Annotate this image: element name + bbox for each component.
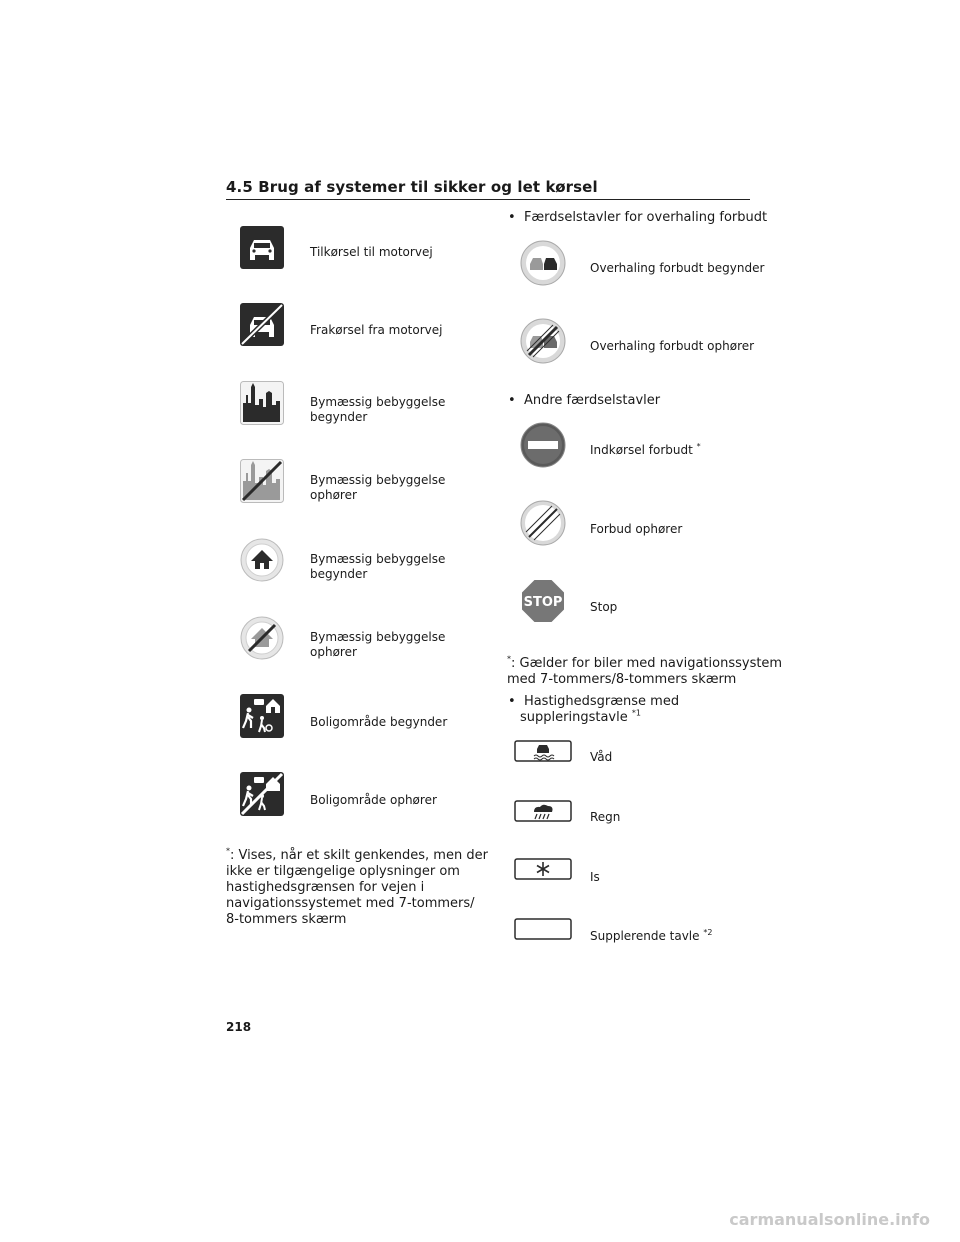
residential-area-end-icon	[240, 772, 284, 816]
bullet-item: • Færdselstavler for overhaling forbudt	[508, 210, 768, 225]
sign-label	[590, 929, 712, 944]
watermark: carmanualsonline.info	[729, 1210, 930, 1229]
footnote-marker: *	[507, 654, 511, 664]
no-overtaking-icon	[520, 240, 566, 286]
sign-label: Forbud ophører	[590, 522, 683, 536]
footnote-line: navigationssystemet med 7-tommers/	[226, 896, 475, 911]
built-up-area-start-icon	[240, 381, 284, 425]
footnote	[507, 656, 782, 672]
blank-plate-icon	[514, 918, 572, 940]
footnote	[226, 848, 488, 864]
no-entry-icon	[520, 422, 566, 468]
sign-label: Bymæssig bebyggelse	[310, 395, 446, 409]
page-title: 4.5 Brug af systemer til sikker og let kørsel	[226, 178, 598, 196]
house-sign-start-icon	[240, 538, 284, 582]
sign-label: Bymæssig bebyggelse	[310, 473, 446, 487]
house-sign-end-icon	[240, 616, 284, 660]
built-up-area-end-icon	[240, 459, 284, 503]
motorway-exit-icon	[240, 303, 284, 346]
sign-label: Bymæssig bebyggelse	[310, 552, 446, 566]
footnote-marker: *2	[703, 928, 713, 937]
sign-label: Våd	[590, 750, 613, 764]
bullet-text: Hastighedsgrænse med	[523, 694, 680, 709]
bullet-text: Andre færdselstavler	[523, 393, 661, 408]
footnote-marker: *	[696, 442, 701, 451]
sign-label: Overhaling forbudt begynder	[590, 261, 765, 275]
bullet-text: Færdselstavler for overhaling forbudt	[523, 210, 768, 225]
sign-label: ophører	[310, 488, 357, 502]
rain-icon	[514, 800, 572, 822]
bullet-item-continuation	[520, 710, 641, 726]
footnote-text: : Gælder for biler med navigationssystem	[511, 656, 783, 671]
sign-label	[590, 443, 701, 458]
sign-label: Tilkørsel til motorvej	[310, 245, 433, 259]
sign-label: Overhaling forbudt ophører	[590, 339, 755, 353]
sign-label: Boligområde ophører	[310, 793, 437, 807]
footnote-line: ikke er tilgængelige oplysninger om	[226, 864, 460, 879]
bullet-item: • Hastighedsgrænse med	[508, 694, 680, 709]
wet-road-icon	[514, 740, 572, 762]
header-rule	[226, 199, 750, 200]
snowflake-icon	[514, 858, 572, 880]
sign-label: Bymæssig bebyggelse	[310, 630, 446, 644]
sign-label: Boligområde begynder	[310, 715, 448, 729]
end-of-prohibition-icon	[520, 500, 566, 546]
sign-label: Frakørsel fra motorvej	[310, 323, 443, 337]
page-number: 218	[226, 1020, 252, 1034]
no-overtaking-end-icon	[520, 318, 566, 364]
stop-sign-text: STOP	[523, 595, 563, 610]
sign-label: begynder	[310, 567, 368, 581]
footnote-line: med 7-tommers/8-tommers skærm	[507, 672, 737, 687]
bullet-item: • Andre færdselstavler	[508, 393, 661, 408]
sign-label: Stop	[590, 600, 618, 614]
residential-area-start-icon	[240, 694, 284, 738]
sign-label-text: Indkørsel forbudt	[590, 443, 693, 457]
motorway-entry-icon	[240, 226, 284, 269]
footnote-marker: *1	[631, 708, 641, 718]
stop-sign-icon	[520, 578, 566, 624]
footnote-text: : Vises, når et skilt genkendes, men der	[230, 848, 488, 863]
sign-label-text: Supplerende tavle	[590, 929, 700, 943]
footnote-marker: *	[226, 846, 230, 856]
sign-label: Regn	[590, 810, 621, 824]
footnote-line: 8-tommers skærm	[226, 912, 347, 927]
bullet-text: suppleringstavle	[520, 710, 628, 725]
sign-label: begynder	[310, 410, 368, 424]
sign-label: ophører	[310, 645, 357, 659]
sign-label: Is	[590, 870, 600, 884]
footnote-line: hastighedsgrænsen for vejen i	[226, 880, 425, 895]
